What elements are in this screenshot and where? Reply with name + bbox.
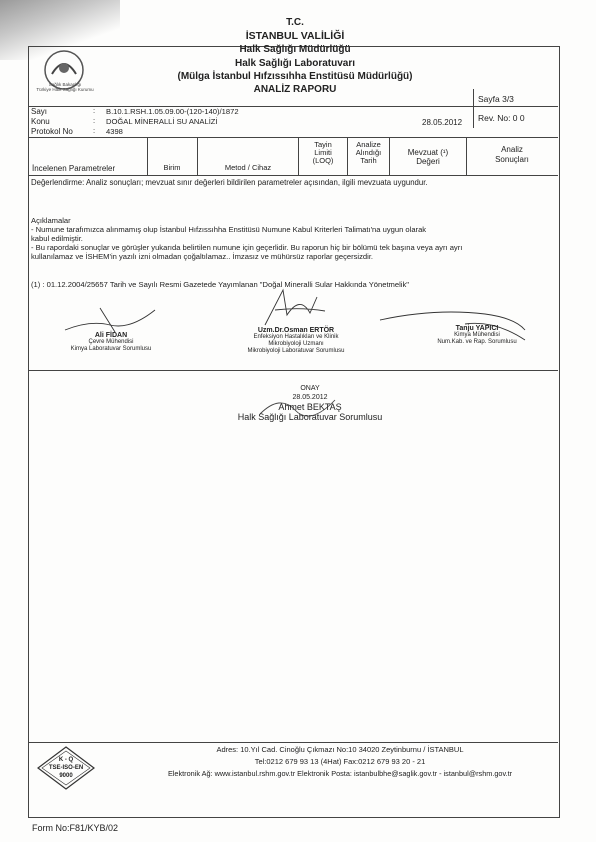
certificate-middle: TSE-ISO-EN — [48, 765, 84, 771]
form-number: Form No:F81/KYB/02 — [32, 823, 119, 833]
signature-divider — [28, 370, 558, 371]
signer-name: Uzm.Dr.Osman ERTÖR — [257, 327, 335, 334]
signer-title: Mikrobiyoloji Laboratuvar Sorumlusu — [247, 348, 345, 354]
certificate-bottom: 9000 — [59, 773, 73, 779]
onay-date: 28.05.2012 — [292, 394, 328, 401]
signer-title: Kimya Mühendisi — [454, 332, 500, 338]
notes-line: - Numune tarafımızca alınmamış olup İstanbul Hıfzıssıhha Enstitüsü Numune Kabul Kriterleri Talimatı'na uygun olarak — [31, 225, 427, 234]
signer-title: Kimya Laboratuvar Sorumlusu — [70, 346, 152, 352]
col-header-birim: Birim — [163, 163, 181, 172]
meta-colon: : — [93, 116, 96, 125]
meta-label-protokol: Protokol No — [31, 127, 73, 136]
meta-value-sayi: B.10.1.RSH.1.05.09.00-(120-140)/1872 — [106, 107, 239, 116]
col-header-tayin-line: (LOQ) — [312, 156, 334, 165]
col-header-analize — [348, 141, 389, 165]
signer-name: Ali FİDAN — [94, 332, 128, 339]
header-mudurluk: Halk Sağlığı Müdürlüğü — [239, 44, 351, 55]
page-title: ANALİZ RAPORU — [253, 84, 337, 95]
col-header-tayin — [299, 141, 347, 165]
col-header-param: İncelenen Parametreler — [32, 164, 116, 173]
table-top-border — [28, 137, 558, 138]
meta-colon: : — [93, 126, 96, 135]
col-header-metod: Metod / Cihaz — [224, 163, 272, 172]
signer-name: Tanju YAPICI — [455, 325, 499, 332]
signature-block — [412, 325, 542, 346]
footer-phone: Tel:0212 679 93 13 (4Hat) Fax:0212 679 93 20 - 21 — [254, 757, 426, 766]
footer-address: Adres: 10.Yıl Cad. Cinoğlu Çıkmazı No:10 34020 Zeytinburnu / İSTANBUL — [216, 745, 464, 754]
logo-top-text: Sağlık Bakanlığı — [48, 82, 82, 87]
onay-label: ONAY — [300, 385, 320, 392]
header-valilik: İSTANBUL VALİLİĞİ — [245, 30, 345, 42]
evaluation-text: Değerlendirme: Analiz sonuçları; mevzuat sınır değerleri bildirilen parametreler açısından, ilgili mevzuata uygundur. — [31, 178, 428, 187]
page-number: Sayfa 3/3 — [478, 94, 514, 104]
notes-line: kabul edilmiştir. — [31, 234, 83, 243]
divider — [473, 89, 474, 128]
divider — [473, 106, 558, 107]
ministry-logo-icon — [38, 48, 90, 100]
signer-title: Mikrobiyoloji Uzmanı — [268, 341, 324, 347]
logo-caption — [34, 82, 96, 92]
revision-number: Rev. No: 0 0 — [478, 113, 525, 123]
footnote: (1) : 01.12.2004/25657 Tarih ve Sayılı Resmi Gazetede Yayımlanan "Doğal Mineralli Sular Hakkında Yönetmelik" — [31, 280, 409, 289]
onay-name: Ahmet BEKTAŞ — [278, 402, 342, 412]
meta-colon: : — [93, 106, 96, 115]
footer-divider — [28, 742, 558, 743]
report-date: 28.05.2012 — [422, 118, 463, 127]
meta-value-konu: DOĞAL MİNERALLİ SU ANALİZİ — [106, 117, 218, 126]
signature-block — [46, 332, 176, 353]
col-header-analize-line: Analize — [356, 140, 381, 149]
col-header-sonuc — [467, 145, 557, 165]
meta-label-sayi: Sayı — [31, 107, 48, 116]
header-tc: T.C. — [286, 17, 304, 28]
col-header-sonuc-line: Sonuçları — [495, 155, 529, 164]
notes-heading: Açıklamalar — [31, 216, 71, 225]
certificate-top: K - Q — [58, 757, 74, 763]
col-header-tayin-line: Limiti — [314, 148, 332, 157]
col-header-sonuc-line: Analiz — [501, 145, 523, 154]
logo-bottom-text: Türkiye Halk Sağlığı Kurumu — [36, 87, 94, 92]
notes-line: - Bu rapordaki sonuçlar ve görüşler yukarıda belirtilen numune için geçerlidir. Bu raporun hiç bir bölümü tek başına veya ayrı ayrı — [31, 243, 463, 252]
header-laboratuvar: Halk Sağlığı Laboratuvarı — [234, 58, 356, 69]
col-header-mevzuat-line: Mevzuat (¹) — [407, 148, 449, 157]
signature-block — [226, 327, 366, 355]
meta-value-protokol: 4398 — [106, 127, 123, 136]
header-mulga: (Mülga İstanbul Hıfzıssıhha Enstitüsü Müdürlüğü) — [177, 71, 413, 82]
col-header-mevzuat — [390, 148, 466, 166]
signature-scribble-icon — [255, 285, 335, 330]
col-header-analize-line: Alındığı — [355, 148, 382, 157]
footer-web: Elektronik Ağ: www.istanbul.rshm.gov.tr Elektronik Posta: istanbulbhe@saglik.gov.tr - istanbul@rshm.gov.tr — [167, 769, 513, 778]
col-header-analize-line: Tarih — [360, 156, 377, 165]
signer-title: Enfeksiyon Hastalıkları ve Klinik — [253, 334, 339, 340]
col-header-mevzuat-line: Değeri — [416, 157, 440, 166]
meta-label-konu: Konu — [31, 117, 50, 126]
notes-line: kullanılamaz ve İSHEM'in yazılı izni olmadan çoğaltılamaz.. İmzasız ve mühürsüz raporlar geçersizdir. — [31, 252, 374, 261]
onay-title: Halk Sağlığı Laboratuvar Sorumlusu — [237, 412, 383, 422]
certificate-badge — [36, 745, 96, 791]
signer-title: Çevre Mühendisi — [88, 339, 134, 345]
signer-title: Num.Kab. ve Rap. Sorumlusu — [437, 339, 517, 345]
table-bottom-border — [28, 175, 558, 176]
col-header-tayin-line: Tayin — [314, 140, 332, 149]
